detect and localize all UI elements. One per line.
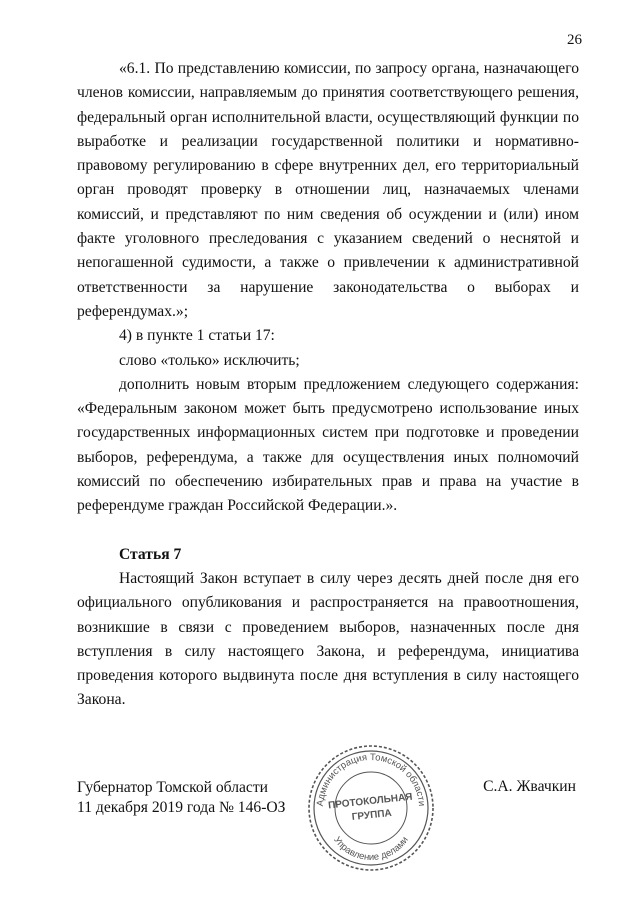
- page-number: 26: [567, 32, 582, 48]
- stamp-line-1: ПРОТОКОЛЬНАЯ: [327, 791, 413, 812]
- paragraph-6-1: «6.1. По представлению комиссии, по запросу органа, назначающего членов комиссии, направляемым до принятия соответствующего решения, федеральный орган исполнительной власти, осуществляющий функции по выработке и реализации государственной политики и нормативно-правовому регулированию в сфере внутренних дел, его территориальный орган проводят проверку в отношении лиц, назначаемых членами комиссий, и представляют по ним сведения об осуждении и (или) ином факте уголовного преследования с указанием сведений о неснятой и непогашенной судимости, а также о привлечении к административной ответственности за нарушение законодательства о выборах и референдумах.»;: [77, 60, 579, 320]
- stamp-bottom-arc-text: Управление делами: [331, 834, 411, 864]
- article-title: Статья 7: [119, 545, 182, 563]
- signature-block: [77, 778, 285, 818]
- stamp-top-arc-text: Администрация Томской области: [314, 751, 428, 807]
- signatory-name: С.А. Жвачкин: [483, 778, 576, 795]
- official-stamp: [305, 742, 437, 874]
- document-body: [77, 57, 579, 713]
- paragraph-supplement: дополнить новым вторым предложением следующего содержания: «Федеральным законом может быть предусмотрено использование иных государственных информационных систем при подготовке и проведении выборов, референдума, а также для осуществления иных полномочий комиссий по обеспечению избирательных прав и права на участие в референдуме граждан Российской Федерации.».: [77, 375, 579, 515]
- paragraph-exclude: слово «только» исключить;: [119, 351, 300, 369]
- signatory-title: Губернатор Томской области: [77, 779, 269, 796]
- paragraph-item-4: 4) в пункте 1 статьи 17:: [119, 327, 275, 345]
- stamp-line-2: ГРУППА: [351, 807, 393, 824]
- signature-date: 11 декабря 2019 года № 146-ОЗ: [77, 799, 286, 816]
- article-text: Настоящий Закон вступает в силу через десять дней после дня его официального опубликования и распространяется на правоотношения, возникшие в связи с проведением выборов, назначенных после дня вступления в силу настоящего Закона, и референдума, инициатива проведения которого выдвинута после дня вступления в силу настоящего Закона.: [77, 569, 579, 709]
